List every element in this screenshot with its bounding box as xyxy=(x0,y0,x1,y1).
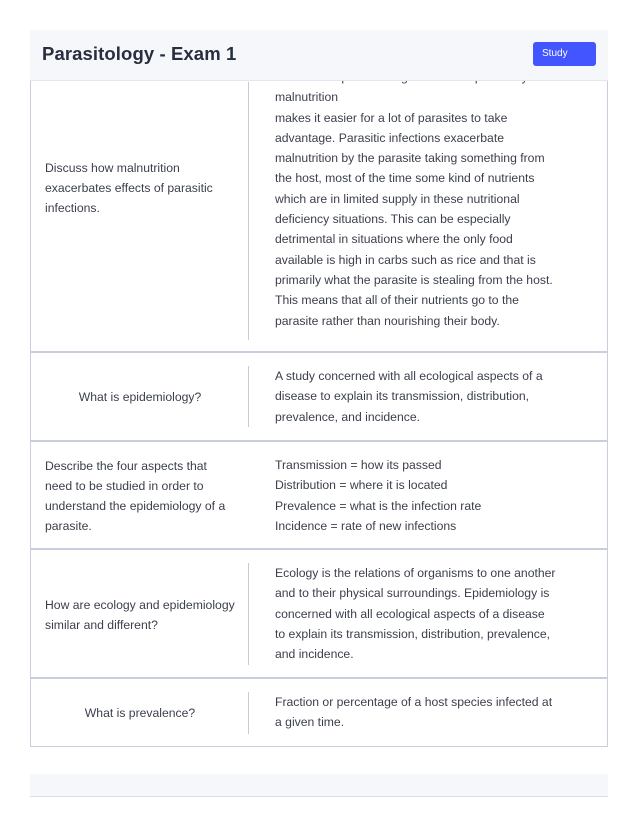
definition-line: to explain its transmission, distribution, prevalence, xyxy=(275,626,551,641)
card-row xyxy=(30,550,608,679)
card-row xyxy=(30,353,608,442)
definition-line: parasite rather than nourishing their body. xyxy=(275,313,500,328)
definition-line: prevalence, and incidence. xyxy=(275,409,420,424)
card-term xyxy=(45,455,235,537)
definition-line: malnutrition by the parasite taking something from xyxy=(275,151,545,166)
card-term xyxy=(45,574,235,656)
card-list xyxy=(30,70,608,774)
card-definition xyxy=(275,692,575,733)
definition-line: advantage. Parasitic infections exacerbate xyxy=(275,130,504,145)
definition-line: malnutrition xyxy=(275,90,338,105)
card-term-text: What is epidemiology? xyxy=(78,390,202,404)
flashcard-set-frame xyxy=(30,30,608,797)
study-button[interactable]: Study xyxy=(533,42,596,66)
card-row xyxy=(30,679,608,747)
definition-line: makes it easier for a lot of parasites to take xyxy=(275,110,508,125)
definition-line: This means that all of their nutrients go to the xyxy=(275,293,519,308)
card-definition xyxy=(275,455,575,536)
card-divider xyxy=(248,692,249,734)
card-divider xyxy=(248,563,249,665)
definition-line: Ecology is the relations of organisms to one another xyxy=(275,566,556,580)
definition-line: Transmission = how its passed xyxy=(275,458,442,472)
card-term-text: What is prevalence? xyxy=(84,706,196,720)
definition-line: the host, most of the time some kind of nutrients xyxy=(275,171,535,186)
card-definition xyxy=(275,70,575,331)
definition-line: deficiency situations. This can be especially xyxy=(275,212,511,227)
card-term-text: How are ecology and epidemiology similar and different? xyxy=(45,598,235,632)
card-term xyxy=(45,377,235,417)
definition-line: which are in limited supply in these nutritional xyxy=(275,191,520,206)
card-divider xyxy=(248,366,249,427)
card-row xyxy=(30,70,608,353)
definition-line: available is high in carbs such as rice and that is xyxy=(275,252,536,267)
card-row xyxy=(30,442,608,550)
card-definition xyxy=(275,366,575,427)
definition-line: detrimental in situations where the only food xyxy=(275,232,513,247)
card-divider xyxy=(248,82,249,340)
definition-line: A study concerned with all ecological aspects of a xyxy=(275,369,543,383)
set-header xyxy=(30,30,608,81)
card-term xyxy=(45,155,235,221)
definition-line: disease to explain its transmission, distribution, xyxy=(275,389,530,404)
definition-line: Fraction or percentage of a host species infected at xyxy=(275,695,553,709)
card-term-text: Describe the four aspects that need to be studied in order to understand the epidemiology of a parasite. xyxy=(45,459,226,533)
card-term xyxy=(45,693,235,733)
definition-line: a given time. xyxy=(275,715,345,730)
definition-line: and to their physical surroundings. Epidemiology is xyxy=(275,586,550,601)
set-title: Parasitology - Exam 1 xyxy=(42,43,237,64)
definition-line: Prevalence = what is the infection rate xyxy=(275,498,482,513)
card-definition xyxy=(275,563,575,664)
definition-line: Incidence = rate of new infections xyxy=(275,518,457,533)
card-term-text: Discuss how malnutrition exacerbates effects of parasitic infections. xyxy=(45,161,213,215)
definition-line: Distribution = where it is located xyxy=(275,478,448,493)
definition-line: concerned with all ecological aspects of a disease xyxy=(275,606,545,621)
definition-line: and incidence. xyxy=(275,647,354,662)
definition-line: primarily what the parasite is stealing from the host. xyxy=(275,272,553,287)
